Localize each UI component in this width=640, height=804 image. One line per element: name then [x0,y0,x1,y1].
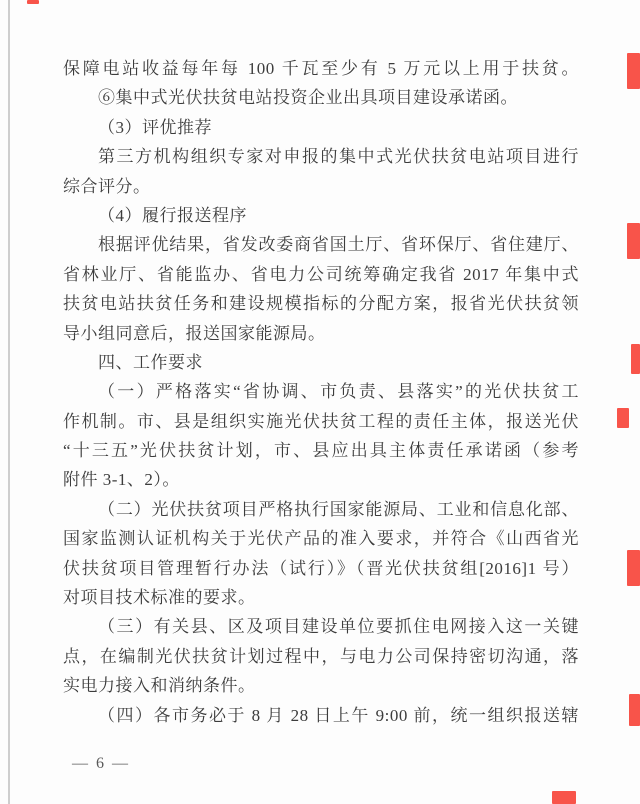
document-body [63,54,579,730]
text-line: 省林业厅、省能监办、省电力公司统筹确定我省 2017 年集中式 [63,264,579,284]
red-scan-mark [627,550,640,586]
red-scan-mark [629,694,640,726]
text-line: 作机制。市、县是组织实施光伏扶贫工程的责任主体，报送光伏 [63,411,579,431]
red-scan-mark [552,791,576,804]
text-line: 对项目技术标准的要求。 [63,588,256,608]
text-line: 国家监测认证机构关于光伏产品的准入要求，并符合《山西省光 [63,529,579,549]
text-line: 附件 3-1、2）。 [63,470,180,490]
text-line: （三）有关县、区及项目建设单位要抓住电网接入这一关键 [98,617,579,637]
text-line: 扶贫电站扶贫任务和建设规模指标的分配方案，报省光伏扶贫领 [63,294,579,314]
text-line: （一）严格落实“省协调、市负责、县落实”的光伏扶贫工 [98,382,579,402]
page-number: — 6 — [72,755,130,772]
text-line: 综合评分。 [63,176,151,196]
text-line: “十三五”光伏扶贫计划，市、县应出具主体责任承诺函（参考 [63,441,579,461]
red-scan-mark [627,53,640,89]
red-scan-mark [627,223,640,259]
text-line: 四、工作要求 [98,352,203,372]
text-line: 导小组同意后，报送国家能源局。 [63,323,326,343]
text-line: （四）各市务必于 8 月 28 日上午 9:00 前，统一组织报送辖 [98,705,579,725]
red-scan-mark [27,0,39,4]
text-line: 伏扶贫项目管理暂行办法（试行）》（晋光伏扶贫组[2016]1 号） [63,558,579,578]
red-scan-mark [631,344,640,374]
text-line: 点，在编制光伏扶贫计划过程中，与电力公司保持密切沟通，落 [63,646,579,666]
text-line: （4）履行报送程序 [98,205,247,225]
text-line: 根据评优结果，省发改委商省国土厅、省环保厅、省住建厅、 [98,235,579,255]
red-scan-mark [617,408,629,428]
text-line: ⑥集中式光伏扶贫电站投资企业出具项目建设承诺函。 [98,88,518,108]
text-line: 第三方机构组织专家对申报的集中式光伏扶贫电站项目进行 [98,147,579,167]
text-line: （二）光伏扶贫项目严格执行国家能源局、工业和信息化部、 [98,499,579,519]
text-line: 保障电站收益每年每 100 千瓦至少有 5 万元以上用于扶贫。 [63,59,579,78]
scan-edge-line [8,0,10,804]
text-line: （3）评优推荐 [98,117,212,137]
text-line: 实电力接入和消纳条件。 [63,676,256,696]
